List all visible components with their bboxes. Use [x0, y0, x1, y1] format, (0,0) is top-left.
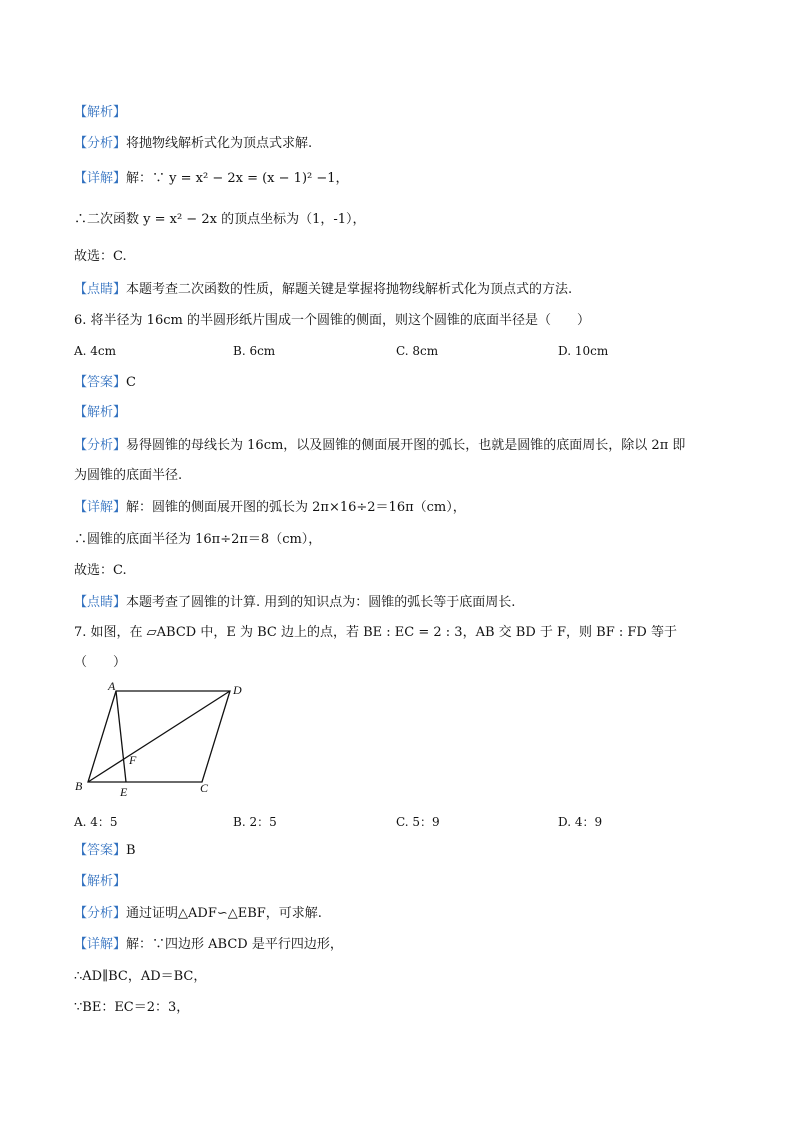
section-tag: 【点睛】 [74, 595, 127, 610]
comment-text: 本题考查二次函数的性质，解题关键是掌握将抛物线解析式化为顶点式的方法. [126, 282, 573, 297]
segment-ae [116, 691, 126, 782]
section-tag: 【解析】 [74, 105, 127, 120]
q7-option-d: D. 4：9 [558, 815, 603, 829]
section-tag: 【点睛】 [74, 282, 127, 297]
section-tag: 【解析】 [74, 405, 127, 420]
step-text: ∵BE：EC＝2：3， [74, 1000, 190, 1015]
section-tag: 【分析】 [74, 906, 127, 921]
q6-answer [74, 374, 136, 392]
diagonal-bd [88, 691, 230, 782]
label-a: A [108, 680, 116, 693]
section-tag: 【答案】 [74, 843, 127, 858]
analysis-text: 为圆锥的底面半径. [74, 468, 183, 483]
comment-text: 本题考查了圆锥的计算. 用到的知识点为：圆锥的弧长等于底面周长. [126, 595, 516, 610]
q7-step-line-2 [74, 999, 189, 1017]
q7-option-c: C. 5：9 [396, 815, 440, 829]
label-f: F [129, 753, 137, 767]
q6-option-a: A. 4cm [74, 344, 117, 358]
q6-result-line [74, 531, 321, 549]
q7-answer [74, 842, 136, 860]
q6-option-c: C. 8cm [396, 344, 439, 358]
analysis-text: 通过证明△ADF∽△EBF，可求解. [126, 906, 322, 921]
analysis-text: 易得圆锥的母线长为 16cm，以及圆锥的侧面展开图的弧长，也就是圆锥的底面周长，除以 2π 即 [126, 438, 686, 453]
choice-text: 故选：C. [74, 563, 127, 578]
conclusion-line [74, 211, 366, 229]
conclusion-text: ∴二次函数 y = x² − 2x 的顶点坐标为（1，-1）， [74, 212, 366, 227]
q7-option-a: A. 4：5 [74, 815, 118, 829]
q6-analysis-heading [74, 404, 126, 422]
step-text: ∴AD∥BC，AD＝BC， [74, 969, 207, 984]
question-6 [74, 312, 590, 330]
parallelogram-figure [70, 680, 260, 798]
answer-text: C [126, 375, 136, 390]
q6-option-b: B. 6cm [233, 344, 276, 358]
question-7-paren [74, 654, 126, 672]
comment-line [74, 281, 572, 299]
question-7-paren-text: （ ） [74, 655, 127, 670]
label-d: D [233, 683, 242, 697]
analysis-line [74, 135, 312, 153]
detail-text: 解：∵ y = x² − 2x = (x − 1)² −1， [126, 171, 349, 186]
analysis-text: 将抛物线解析式化为顶点式求解. [126, 136, 313, 151]
detail-text: 解：∵四边形 ABCD 是平行四边形， [126, 937, 343, 952]
q6-choice-line [74, 562, 127, 580]
q6-comment-line [74, 594, 515, 612]
section-tag: 【详解】 [74, 500, 127, 515]
q7-analysis-line [74, 905, 322, 923]
question-7-text: 7. 如图，在 ▱ABCD 中，E 为 BC 边上的点，若 BE : EC = 2 : 3，AB 交 BD 于 F，则 BF : FD 等于 [74, 625, 677, 640]
section-tag: 【分析】 [74, 136, 127, 151]
result-text: ∴圆锥的底面半径为 16π÷2π＝8（cm）， [74, 532, 322, 547]
analysis-heading [74, 104, 126, 122]
choice-line [74, 248, 127, 266]
q6-detail-line [74, 499, 466, 517]
answer-text: B [126, 843, 136, 858]
question-6-text: 6. 将半径为 16cm 的半圆形纸片围成一个圆锥的侧面，则这个圆锥的底面半径是（ ） [74, 313, 590, 328]
q7-analysis-heading [74, 873, 126, 891]
label-c: C [200, 781, 209, 795]
q6-analysis-line [74, 437, 685, 455]
section-tag: 【分析】 [74, 438, 127, 453]
question-7 [74, 624, 677, 642]
detail-text: 解：圆锥的侧面展开图的弧长为 2π×16÷2＝16π（cm）， [126, 500, 466, 515]
q7-detail-line [74, 936, 343, 954]
section-tag: 【详解】 [74, 171, 127, 186]
q6-analysis-line-2 [74, 467, 182, 485]
section-tag: 【详解】 [74, 937, 127, 952]
choice-text: 故选：C. [74, 249, 127, 264]
q7-step-line [74, 968, 206, 986]
label-b: B [75, 779, 83, 793]
q7-option-b: B. 2：5 [233, 815, 277, 829]
detail-line [74, 170, 349, 188]
section-tag: 【答案】 [74, 375, 127, 390]
section-tag: 【解析】 [74, 874, 127, 889]
q6-option-d: D. 10cm [558, 344, 609, 358]
label-e: E [120, 785, 128, 798]
